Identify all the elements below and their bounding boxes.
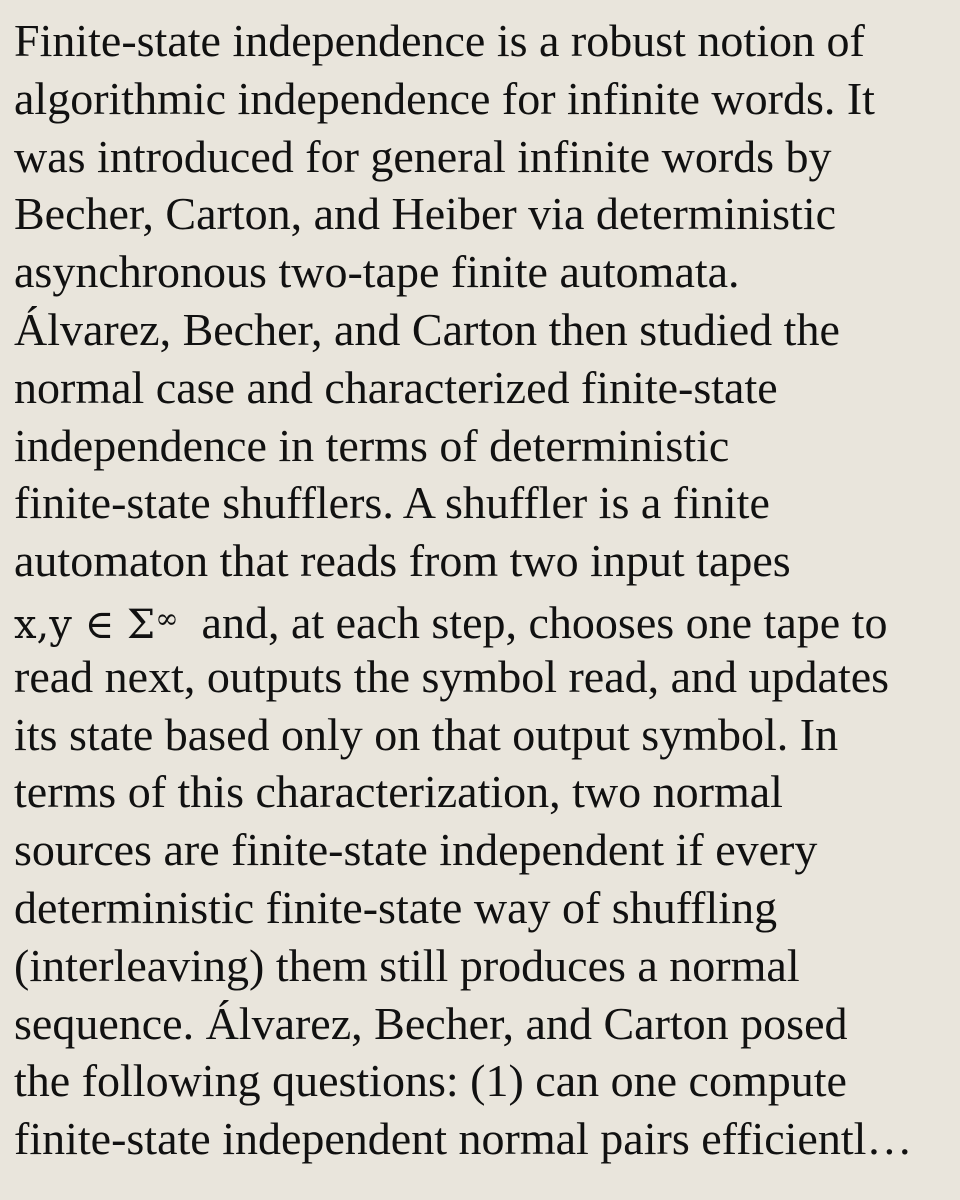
math-element-of: ∈	[84, 601, 115, 648]
text-line: sources are finite-state independent if every	[14, 824, 818, 876]
text-line: sequence. Álvarez, Becher, and Carton posed	[14, 997, 848, 1049]
math-vars: x,y	[14, 601, 72, 648]
text-line: algorithmic independence for infinite words. It	[14, 72, 875, 124]
text-line: read next, outputs the symbol read, and updates	[14, 650, 890, 702]
text-line: normal case and characterized finite-state	[14, 361, 778, 413]
math-superscript: ∞	[155, 601, 179, 635]
text-line: Becher, Carton, and Heiber via deterministic	[14, 188, 837, 240]
text-line-with-math	[14, 590, 958, 648]
text-line: deterministic finite-state way of shuffling	[14, 881, 778, 933]
text-line: asynchronous two-tape finite automata.	[14, 246, 740, 298]
text-line: independence in terms of deterministic	[14, 419, 730, 471]
text-line: Álvarez, Becher, and Carton then studied the	[14, 303, 840, 355]
text-line: Finite-state independence is a robust notion of	[14, 15, 865, 66]
math-alphabet: Σ	[126, 601, 156, 648]
text-line-rest: and, at each step, chooses one tape to	[201, 596, 888, 648]
abstract-paragraph	[14, 12, 958, 1168]
math-expression	[14, 602, 179, 648]
text-line: terms of this characterization, two normal	[14, 766, 783, 818]
text-line: the following questions: (1) can one compute	[14, 1055, 847, 1107]
text-line: automaton that reads from two input tapes	[14, 535, 791, 587]
text-line: was introduced for general infinite words by	[14, 130, 832, 182]
text-line: (interleaving) them still produces a normal	[14, 939, 800, 991]
text-line: finite-state shufflers. A shuffler is a finite	[14, 477, 770, 529]
text-line: its state based only on that output symbol. In	[14, 708, 839, 760]
text-line-truncated: finite-state independent normal pairs efficientl…	[14, 1113, 913, 1165]
